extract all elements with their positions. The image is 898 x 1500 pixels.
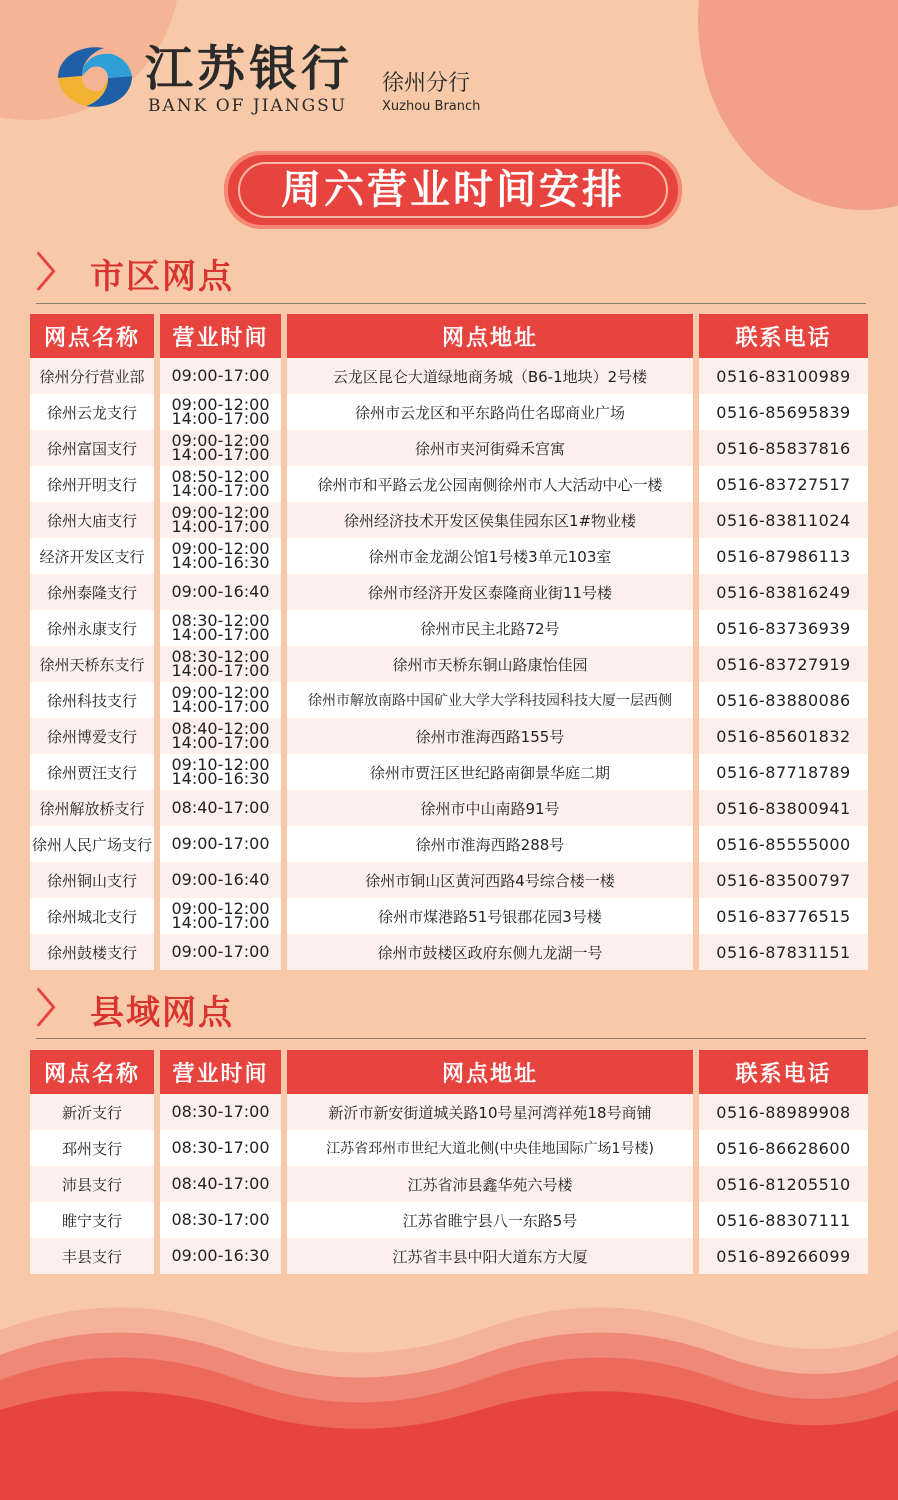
branch-address: 江苏省沛县鑫华苑六号楼	[287, 1166, 693, 1202]
branch-name: 丰县支行	[30, 1238, 154, 1274]
background-circle-right	[698, 0, 898, 210]
table-row	[30, 862, 868, 898]
phone-number: 0516-87831151	[699, 934, 868, 970]
branch-address: 云龙区昆仑大道绿地商务城（B6-1地块）2号楼	[287, 358, 693, 394]
table-row	[30, 574, 868, 610]
branch-address: 徐州经济技术开发区侯集佳园东区1#物业楼	[287, 502, 693, 538]
branch-address: 徐州市金龙湖公馆1号楼3单元103室	[287, 538, 693, 574]
table-row	[30, 790, 868, 826]
branch-name: 徐州云龙支行	[30, 394, 154, 430]
table-row	[30, 898, 868, 934]
table-row	[30, 430, 868, 466]
section-title-urban: 〉 市区网点	[36, 250, 234, 297]
branch-name-en: Xuzhou Branch	[382, 99, 481, 114]
hours-line: 08:30-12:00	[171, 611, 270, 630]
table-row	[30, 682, 868, 718]
hours-line: 09:00-12:00	[171, 899, 270, 918]
column-header: 网点地址	[287, 314, 693, 358]
phone-number: 0516-86628600	[699, 1130, 868, 1166]
hours-line: 08:40-17:00	[171, 1174, 270, 1193]
brand-name-en: BANK OF JIANGSU	[148, 96, 348, 116]
column-header: 营业时间	[160, 314, 281, 358]
phone-number: 0516-85601832	[699, 718, 868, 754]
branch-name: 徐州永康支行	[30, 610, 154, 646]
business-hours	[160, 466, 281, 502]
table-row	[30, 610, 868, 646]
business-hours	[160, 394, 281, 430]
branch-name-cn: 徐州分行	[382, 71, 471, 96]
branch-address: 徐州市夹河街舜禾宫寓	[287, 430, 693, 466]
business-hours	[160, 610, 281, 646]
title-banner	[224, 151, 682, 229]
branch-address: 徐州市解放南路中国矿业大学大学科技园科技大厦一层西侧	[287, 682, 693, 718]
hours-line: 09:00-17:00	[171, 366, 270, 385]
branch-name: 沛县支行	[30, 1166, 154, 1202]
hours-line: 09:00-16:40	[171, 870, 270, 889]
hours-line: 14:00-17:00	[171, 481, 270, 500]
business-hours	[160, 430, 281, 466]
table-row	[30, 538, 868, 574]
business-hours	[160, 1166, 281, 1202]
table-header	[30, 314, 868, 358]
phone-number: 0516-87986113	[699, 538, 868, 574]
business-hours	[160, 646, 281, 682]
phone-number: 0516-85555000	[699, 826, 868, 862]
hours-line: 08:40-12:00	[171, 719, 270, 738]
table-row	[30, 358, 868, 394]
column-header: 联系电话	[699, 314, 868, 358]
hours-line: 14:00-16:30	[171, 553, 270, 572]
hours-line: 08:30-12:00	[171, 647, 270, 666]
hours-line: 08:30-17:00	[171, 1210, 270, 1229]
phone-number: 0516-83880086	[699, 682, 868, 718]
table-header	[30, 1050, 868, 1094]
phone-number: 0516-85837816	[699, 430, 868, 466]
page-title: 周六营业时间安排	[281, 167, 625, 213]
business-hours	[160, 1130, 281, 1166]
business-hours	[160, 1238, 281, 1274]
decorative-waves	[0, 1300, 898, 1500]
bank-logo-icon	[52, 42, 138, 112]
phone-number: 0516-83727517	[699, 466, 868, 502]
phone-number: 0516-83776515	[699, 898, 868, 934]
branch-address: 徐州市云龙区和平东路尚仕名邸商业广场	[287, 394, 693, 430]
hours-line: 14:00-17:00	[171, 913, 270, 932]
phone-number: 0516-83727919	[699, 646, 868, 682]
branch-name: 徐州解放桥支行	[30, 790, 154, 826]
hours-line: 08:30-17:00	[171, 1102, 270, 1121]
branch-name: 徐州贾汪支行	[30, 754, 154, 790]
branch-address: 徐州市鼓楼区政府东侧九龙湖一号	[287, 934, 693, 970]
branch-name: 睢宁支行	[30, 1202, 154, 1238]
branch-address: 江苏省邳州市世纪大道北侧(中央佳地国际广场1号楼)	[287, 1130, 693, 1166]
table-row	[30, 1202, 868, 1238]
table-row	[30, 646, 868, 682]
hours-line: 09:00-17:00	[171, 942, 270, 961]
branch-address: 徐州市贾汪区世纪路南御景华庭二期	[287, 754, 693, 790]
phone-number: 0516-88307111	[699, 1202, 868, 1238]
branch-name: 徐州富国支行	[30, 430, 154, 466]
business-hours	[160, 538, 281, 574]
hours-line: 08:50-12:00	[171, 467, 270, 486]
branch-address: 徐州市经济开发区泰隆商业街11号楼	[287, 574, 693, 610]
branch-name: 徐州鼓楼支行	[30, 934, 154, 970]
hours-line: 09:00-16:40	[171, 582, 270, 601]
hours-line: 09:00-12:00	[171, 683, 270, 702]
hours-line: 14:00-17:00	[171, 517, 270, 536]
branch-address: 徐州市和平路云龙公园南侧徐州市人大活动中心一楼	[287, 466, 693, 502]
phone-number: 0516-83500797	[699, 862, 868, 898]
branch-name: 徐州天桥东支行	[30, 646, 154, 682]
hours-line: 09:00-12:00	[171, 539, 270, 558]
hours-line: 09:00-12:00	[171, 503, 270, 522]
business-hours	[160, 898, 281, 934]
hours-line: 14:00-17:00	[171, 445, 270, 464]
branch-address: 徐州市淮海西路155号	[287, 718, 693, 754]
brand-name-cn: 江苏银行	[145, 41, 354, 97]
branch-name: 经济开发区支行	[30, 538, 154, 574]
business-hours	[160, 754, 281, 790]
phone-number: 0516-83100989	[699, 358, 868, 394]
table-row	[30, 466, 868, 502]
phone-number: 0516-83736939	[699, 610, 868, 646]
branch-name: 邳州支行	[30, 1130, 154, 1166]
business-hours	[160, 862, 281, 898]
branch-address: 徐州市民主北路72号	[287, 610, 693, 646]
phone-number: 0516-81205510	[699, 1166, 868, 1202]
column-header: 联系电话	[699, 1050, 868, 1094]
phone-number: 0516-88989908	[699, 1094, 868, 1130]
hours-line: 14:00-16:30	[171, 769, 270, 788]
table-row	[30, 826, 868, 862]
business-hours	[160, 682, 281, 718]
hours-line: 14:00-17:00	[171, 733, 270, 752]
business-hours	[160, 934, 281, 970]
branch-address: 新沂市新安街道城关路10号星河湾祥苑18号商铺	[287, 1094, 693, 1130]
branch-address: 江苏省睢宁县八一东路5号	[287, 1202, 693, 1238]
hours-line: 09:00-16:30	[171, 1246, 270, 1265]
business-hours	[160, 826, 281, 862]
chevron-right-icon: 〉	[36, 986, 76, 1032]
section-divider	[36, 303, 866, 304]
hours-line: 09:00-12:00	[171, 431, 270, 450]
hours-line: 08:40-17:00	[171, 798, 270, 817]
branch-name: 徐州科技支行	[30, 682, 154, 718]
phone-number: 0516-83816249	[699, 574, 868, 610]
hours-line: 09:00-12:00	[171, 395, 270, 414]
branch-name: 徐州铜山支行	[30, 862, 154, 898]
table-row	[30, 1238, 868, 1274]
urban-branch-table	[30, 314, 868, 970]
county-branch-table	[30, 1050, 868, 1274]
business-hours	[160, 574, 281, 610]
column-header: 营业时间	[160, 1050, 281, 1094]
column-header: 网点名称	[30, 314, 154, 358]
phone-number: 0516-87718789	[699, 754, 868, 790]
branch-address: 徐州市中山南路91号	[287, 790, 693, 826]
branch-name: 徐州博爱支行	[30, 718, 154, 754]
table-row	[30, 754, 868, 790]
phone-number: 0516-89266099	[699, 1238, 868, 1274]
branch-name: 徐州人民广场支行	[30, 826, 154, 862]
hours-line: 08:30-17:00	[171, 1138, 270, 1157]
column-header: 网点地址	[287, 1050, 693, 1094]
hours-line: 14:00-17:00	[171, 625, 270, 644]
table-row	[30, 934, 868, 970]
branch-address: 徐州市淮海西路288号	[287, 826, 693, 862]
branch-name: 徐州开明支行	[30, 466, 154, 502]
business-hours	[160, 718, 281, 754]
table-row	[30, 394, 868, 430]
branch-address: 江苏省丰县中阳大道东方大厦	[287, 1238, 693, 1274]
hours-line: 14:00-17:00	[171, 661, 270, 680]
table-row	[30, 718, 868, 754]
table-body	[30, 358, 868, 970]
hours-line: 14:00-17:00	[171, 409, 270, 428]
branch-name: 徐州大庙支行	[30, 502, 154, 538]
section-title-county: 〉 县域网点	[36, 986, 234, 1033]
chevron-right-icon: 〉	[36, 250, 76, 296]
business-hours	[160, 1202, 281, 1238]
section-divider	[36, 1038, 866, 1039]
hours-line: 14:00-17:00	[171, 697, 270, 716]
table-row	[30, 502, 868, 538]
branch-name: 新沂支行	[30, 1094, 154, 1130]
business-hours	[160, 1094, 281, 1130]
table-row	[30, 1166, 868, 1202]
business-hours	[160, 790, 281, 826]
phone-number: 0516-83800941	[699, 790, 868, 826]
table-body	[30, 1094, 868, 1274]
table-row	[30, 1130, 868, 1166]
branch-address: 徐州市铜山区黄河西路4号综合楼一楼	[287, 862, 693, 898]
hours-line: 09:00-17:00	[171, 834, 270, 853]
phone-number: 0516-83811024	[699, 502, 868, 538]
branch-address: 徐州市天桥东铜山路康怡佳园	[287, 646, 693, 682]
branch-address: 徐州市煤港路51号银郡花园3号楼	[287, 898, 693, 934]
hours-line: 09:10-12:00	[171, 755, 270, 774]
phone-number: 0516-85695839	[699, 394, 868, 430]
branch-name: 徐州城北支行	[30, 898, 154, 934]
business-hours	[160, 358, 281, 394]
business-hours	[160, 502, 281, 538]
table-row	[30, 1094, 868, 1130]
branch-name: 徐州泰隆支行	[30, 574, 154, 610]
branch-name: 徐州分行营业部	[30, 358, 154, 394]
column-header: 网点名称	[30, 1050, 154, 1094]
